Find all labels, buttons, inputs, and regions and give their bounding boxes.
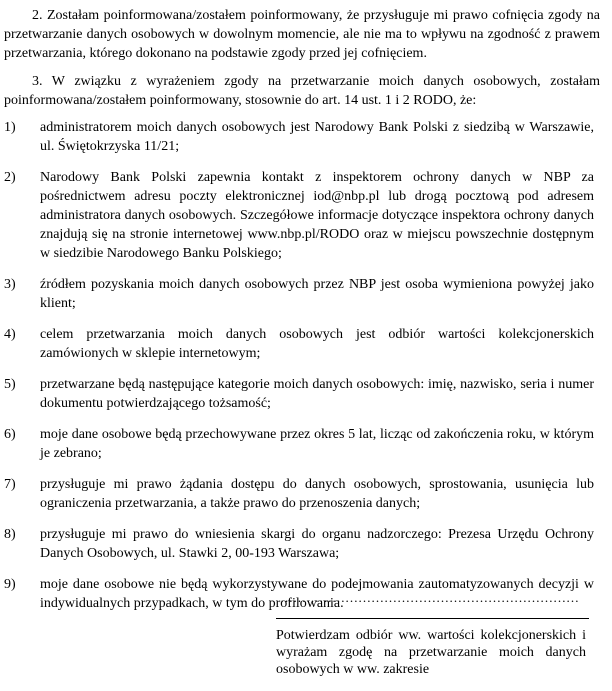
signature-line-dots: …………………………………………………………… [280, 590, 579, 605]
paragraph-rodo-intro: 3. W związku z wyrażeniem zgody na przetwarzanie moich danych osobowych, zostałam poinformowana/zostałem poinformowany, stosownie do art. 14 ust. 1 i 2 RODO, że: [4, 74, 600, 108]
signature-divider [276, 618, 589, 619]
list-item-text: przysługuje mi prawo żądania dostępu do danych osobowych, sprostowania, usunięcia lub ograniczenia przetwarzania, a także prawo do przenoszenia danych; [40, 477, 594, 511]
list-item [4, 375, 600, 413]
signature-block [276, 588, 586, 678]
list-item-text: moje dane osobowe będą przechowywane przez okres 5 lat, licząc od zakończenia roku, w którym je zebrano; [40, 427, 594, 461]
list-item-text: źródłem pozyskania moich danych osobowych przez NBP jest osoba wymieniona powyżej jako klient; [40, 277, 594, 311]
list-item [4, 325, 600, 363]
list-item-number: 6) [4, 427, 16, 442]
list-item-number: 5) [4, 377, 16, 392]
list-item-text: celem przetwarzania moich danych osobowych jest odbiór wartości kolekcjonerskich zamówionych w sklepie internetowym; [40, 327, 594, 361]
list-item [4, 425, 600, 463]
list-item-text: przysługuje mi prawo do wniesienia skargi do organu nadzorczego: Prezesa Urzędu Ochrony Danych Osobowych, ul. Stawki 2, 00-193 Warszawa; [40, 527, 594, 561]
list-item-number: 8) [4, 527, 16, 542]
list-item-text: moje dane osobowe nie będą wykorzystywane do podejmowania zautomatyzowanych decyzji w indywidualnych przypadkach, w tym do profilowania. [40, 577, 594, 611]
list-item-number: 9) [4, 577, 16, 592]
list-item [4, 525, 600, 563]
list-item-number: 2) [4, 170, 16, 185]
list-item [4, 275, 600, 313]
list-item-text: administratorem moich danych osobowych jest Narodowy Bank Polski z siedzibą w Warszawie, ul. Świętokrzyska 11/21; [40, 120, 594, 154]
paragraph-withdraw-consent: 2. Zostałam poinformowana/zostałem poinformowany, że przysługuje mi prawo cofnięcia zgody na przetwarzanie danych osobowych w dowolnym momencie, ale nie ma to wpływu na zgodność z prawem przetwarzania, którego dokonano na podstawie zgody przed jej cofnięciem. [4, 8, 600, 61]
list-item [4, 475, 600, 513]
list-item-text: przetwarzane będą następujące kategorie moich danych osobowych: imię, nazwisko, seria i numer dokumentu potwierdzającego tożsamość; [40, 377, 594, 411]
list-item-number: 1) [4, 120, 16, 135]
list-item-number: 4) [4, 327, 16, 342]
list-item [4, 118, 600, 156]
rodo-info-list [4, 118, 600, 613]
list-item-number: 7) [4, 477, 16, 492]
list-item-number: 3) [4, 277, 16, 292]
list-item [4, 168, 600, 263]
signature-confirmation-text: Potwierdzam odbiór ww. wartości kolekcjonerskich i wyrażam zgodę na przetwarzanie moich danych osobowych w ww. zakresie [276, 628, 586, 677]
list-item-text: Narodowy Bank Polski zapewnia kontakt z inspektorem ochrony danych w NBP za pośrednictwem adresu poczty elektronicznej iod@nbp.pl lub drogą pocztową pod adresem administratora danych osobowych. Szczegółowe informacje dotyczące inspektora ochrony danych znajdują się na stronie internetowej www.nbp.pl/RODO oraz w miejscu powszechnie dostępnym w siedzibie Narodowego Banku Polskiego; [40, 170, 594, 261]
